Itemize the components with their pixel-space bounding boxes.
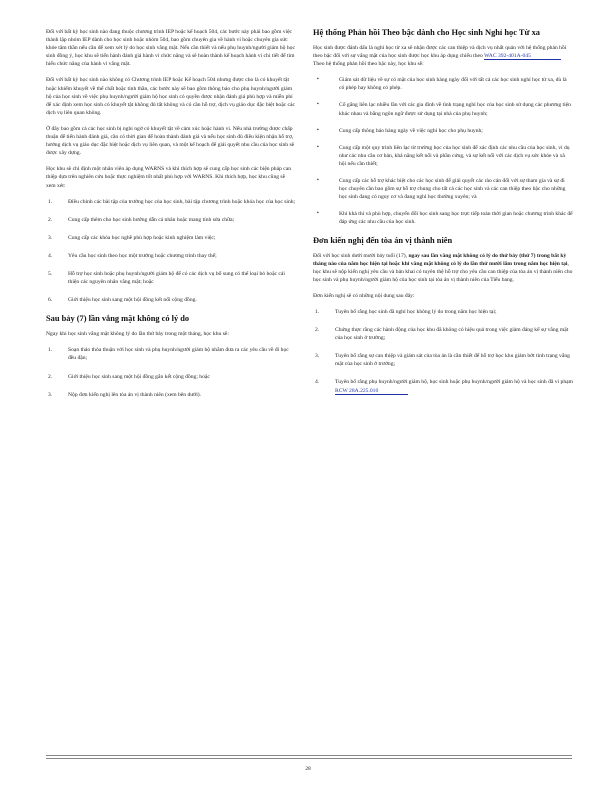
list-item: 1. Soạn thảo thỏa thuận với học sinh và phụ huynh/người giám hộ nhằm đưa ra các yêu cầu về đi học đều đặn; — [48, 347, 289, 362]
tiered-response-list — [313, 76, 573, 226]
paragraph-remote-absence: Học sinh được đánh dấu là nghỉ học từ xa sẽ nhận được các can thiệp và dịch vụ nhất quán với hệ thống phản hồi theo bậc đối với sự vắng mặt của học sinh được học khu áp dụng chiểu theo WAC 392-401A-045 Theo hệ thống phản hồi theo bậc này, học khu sẽ: — [313, 45, 567, 68]
footer-divider — [46, 755, 572, 756]
list-item: ▪ Khi khả thi và phù hợp, chuyển đổi học sinh sang học trực tiếp toàn thời gian hoặc chương trình khác để đáp ứng các nhu cầu của học sinh. — [313, 210, 573, 226]
list-item: 2. Cung cấp thêm cho học sinh hướng dẫn cá nhân hoặc mang tính sửa chữa; — [48, 216, 235, 223]
list-item: 4. Yêu cầu học sinh theo học một trường hoặc chương trình thay thế; — [48, 252, 217, 259]
heading-tiered-response: Hệ thống Phản hồi Theo bậc dành cho Học sinh Nghỉ học Từ xa — [313, 28, 540, 37]
list-item: 6. Giới thiệu học sinh sang một hội đồng kết nối cộng đồng. — [48, 297, 197, 304]
list-item: ▪ Cố gắng liên lạc nhiều lần với các gia đình về tình trạng nghỉ học của học sinh sử dụng các phương tiện khác nhau và bằng ngôn ngữ được sử dụng tại nhà của phụ huynh; — [313, 101, 573, 117]
paragraph-petition: Đối với học sinh dưới mười bảy tuổi (17), ngay sau lần vắng mặt không có lý do thứ bảy (thứ 7) trong bất kỳ tháng nào của năm học hiện tại hoặc khi vắng mặt không có lý do lần thứ mười lăm trong năm học hiện tại, học khu sẽ nộp kiến nghị yêu cầu và bản khai có tuyên thệ hỗ trợ cho yêu cầu can thiệp của tòa án vị thành niên cho học sinh và phụ huynh/người giám hộ của học sinh tại tòa án vị thành niên của Tiểu bang. — [313, 252, 573, 283]
bullet-icon: ▪ — [317, 144, 319, 150]
list-item: 3. Nộp đơn kiến nghị lên tòa án vị thành niên (xem bên dưới). — [48, 391, 202, 398]
paragraph-petition-contents: Đơn kiến nghị sẽ có những nội dung sau đây: — [313, 292, 415, 299]
paragraph-emotional-disability: Ở đây bao gồm cả các học sinh bị nghi ngờ có khuyết tật về cảm xúc hoặc hành vi. Nếu nhà trường được chấp thuận để tiến hành đánh giá, cần có thời gian để hoàn thành đánh giá và nếu học sinh đủ điều kiện nhận hỗ trợ, hướng dịch vụ giáo dục đặc biệt hoặc dịch vụ liên quan, và một kế hoạch để giải quyết nhu cầu của học sinh sẽ được xây dựng. — [46, 125, 295, 157]
paragraph-warns: Học khu sẽ chỉ định một nhân viên áp dụng WARNS và khi thích hợp sẽ cung cấp học sinh các biện pháp can thiệp dựa trên nghiên cứu hoặc thực nghiệm tốt nhất phù hợp với WARNS. Khi thích hợp, học khu cũng sẽ xem xét: — [46, 166, 292, 189]
list-item: 2. Giới thiệu học sinh sang một hội đồng gắn kết cộng đồng; hoặc — [48, 373, 210, 380]
bullet-icon: ▪ — [317, 127, 319, 133]
seventh-absence-list — [46, 346, 296, 398]
list-item: 4. Tuyên bố rằng phụ huynh/người giám hộ, học sinh hoặc phụ huynh/người giám hộ và học sinh đã vi phạm RCW 28A.225.010 — [315, 379, 573, 394]
right-column — [313, 28, 573, 405]
petition-contents-list — [313, 308, 573, 395]
bullet-icon: ▪ — [317, 178, 319, 184]
paragraph-iep-504: Đối với bất kỳ học sinh nào đang thuộc chương trình IEP hoặc kế hoạch 504, các bước này phải bao gồm việc thành lập nhóm IEP dành cho học sinh hoặc nhóm 504, bao gồm chuyên gia về hành vi hoặc chuyên gia sức khỏe tâm thần nếu cần để xem xét lý do học sinh vắng mặt. Nếu cần thiết và nếu phụ huynh/người giám hộ học sinh đồng ý, học khu sẽ tiến hành đánh giá hành vi chức năng và sẽ hoàn thành kế hoạch hành vi chi tiết để tìm hiểu chức năng của hành vi vắng mặt. — [46, 29, 295, 68]
heading-juvenile-court-petition: Đơn kiến nghị đến tòa án vị thành niên — [313, 235, 453, 245]
left-column — [46, 28, 296, 409]
rcw-link[interactable]: RCW 28A.225.010 — [335, 388, 408, 395]
list-item: ▪ Cung cấp các hỗ trợ khác biệt cho các học sinh để giải quyết các rào cản đối với sự tham gia và sự đi học chuyên cần bao gồm sự hỗ trợ chung cho tất cả các học sinh và các can thiệp theo bậc cho những học sinh đang có nguy cơ và đang nghỉ học thường xuyên; và — [313, 177, 573, 201]
bullet-icon: ▪ — [317, 102, 319, 108]
list-item: 3. Cung cấp các khóa học nghề phù hợp hoặc kinh nghiệm làm việc; — [48, 234, 216, 241]
warns-measures-list — [46, 198, 296, 305]
bullet-icon: ▪ — [317, 211, 319, 217]
wac-link[interactable]: WAC 392-401A-045 — [484, 53, 561, 60]
list-item: ▪ Cung cấp một quy trình liên lạc từ trường học của học sinh để xác định các nhu cầu của học sinh, ví dụ như các nhu cầu cơ bản, khả năng kết nối và phần cứng, và sự kết nối với các dịch vụ sức khỏe và xã hội nếu cần thiết; — [313, 144, 573, 168]
list-item: 2. Chứng thực rằng các hành động của học khu đã không có hiệu quả trong việc giảm đáng kể sự vắng mặt của học sinh ở trường; — [315, 327, 569, 342]
list-item: 1. Điều chỉnh các bài tập của trường học của học sinh, bài tập chương trình hoặc khóa học của học sinh; — [48, 198, 296, 205]
page-number: 28 — [305, 766, 311, 772]
paragraph-no-iep: Đối với bất kỳ học sinh nào không có Chương trình IEP hoặc Kế hoạch 504 nhưng được cho là có khuyết tật hoặc khiếm khuyết về thể chất hoặc tinh thần, các bước này sẽ bao gồm thông báo cho phụ huynh/người giám hộ của học sinh về việc phụ huynh/người giám hộ học sinh có quyền được nhận đánh giá phù hợp và miễn phí để xác định xem học sinh có khuyết tật không đủ tất không và có cần hỗ trợ, dịch vụ giáo dục đặc biệt hoặc các dịch vụ liên quan không. — [46, 77, 296, 116]
footer-divider — [46, 758, 572, 759]
list-item: 5. Hỗ trợ học sinh hoặc phụ huynh/người giám hộ để có các dịch vụ bổ sung có thể loại bỏ hoặc cải thiện các nguyên nhân vắng mặt; hoặc — [48, 270, 285, 286]
list-item: 1. Tuyên bố rằng học sinh đã nghỉ học không lý do trong năm học hiện tại; — [315, 308, 497, 315]
list-item: ▪ Giám sát dữ liệu về sự có mặt của học sinh hàng ngày đối với tất cả các học sinh nghỉ học từ xa, dù là có phép hay không có phép. — [313, 76, 573, 92]
list-item: ▪ Cung cấp thông báo hàng ngày về việc nghỉ học cho phụ huynh; — [313, 127, 573, 135]
heading-seven-absences: Sau bảy (7) lần vắng mặt không có lý do — [46, 314, 190, 324]
list-item: 3. Tuyên bố rằng sự can thiệp và giám sát của tòa án là cần thiết để hỗ trợ học khu giảm bớt tình trạng vắng mặt của học sinh ở trường; — [315, 353, 570, 368]
paragraph-seventh-absence: Ngay khi học sinh vắng mặt không lý do lần thứ bảy trong một tháng, học khu sẽ: — [46, 331, 229, 338]
bullet-icon: ▪ — [317, 77, 319, 83]
